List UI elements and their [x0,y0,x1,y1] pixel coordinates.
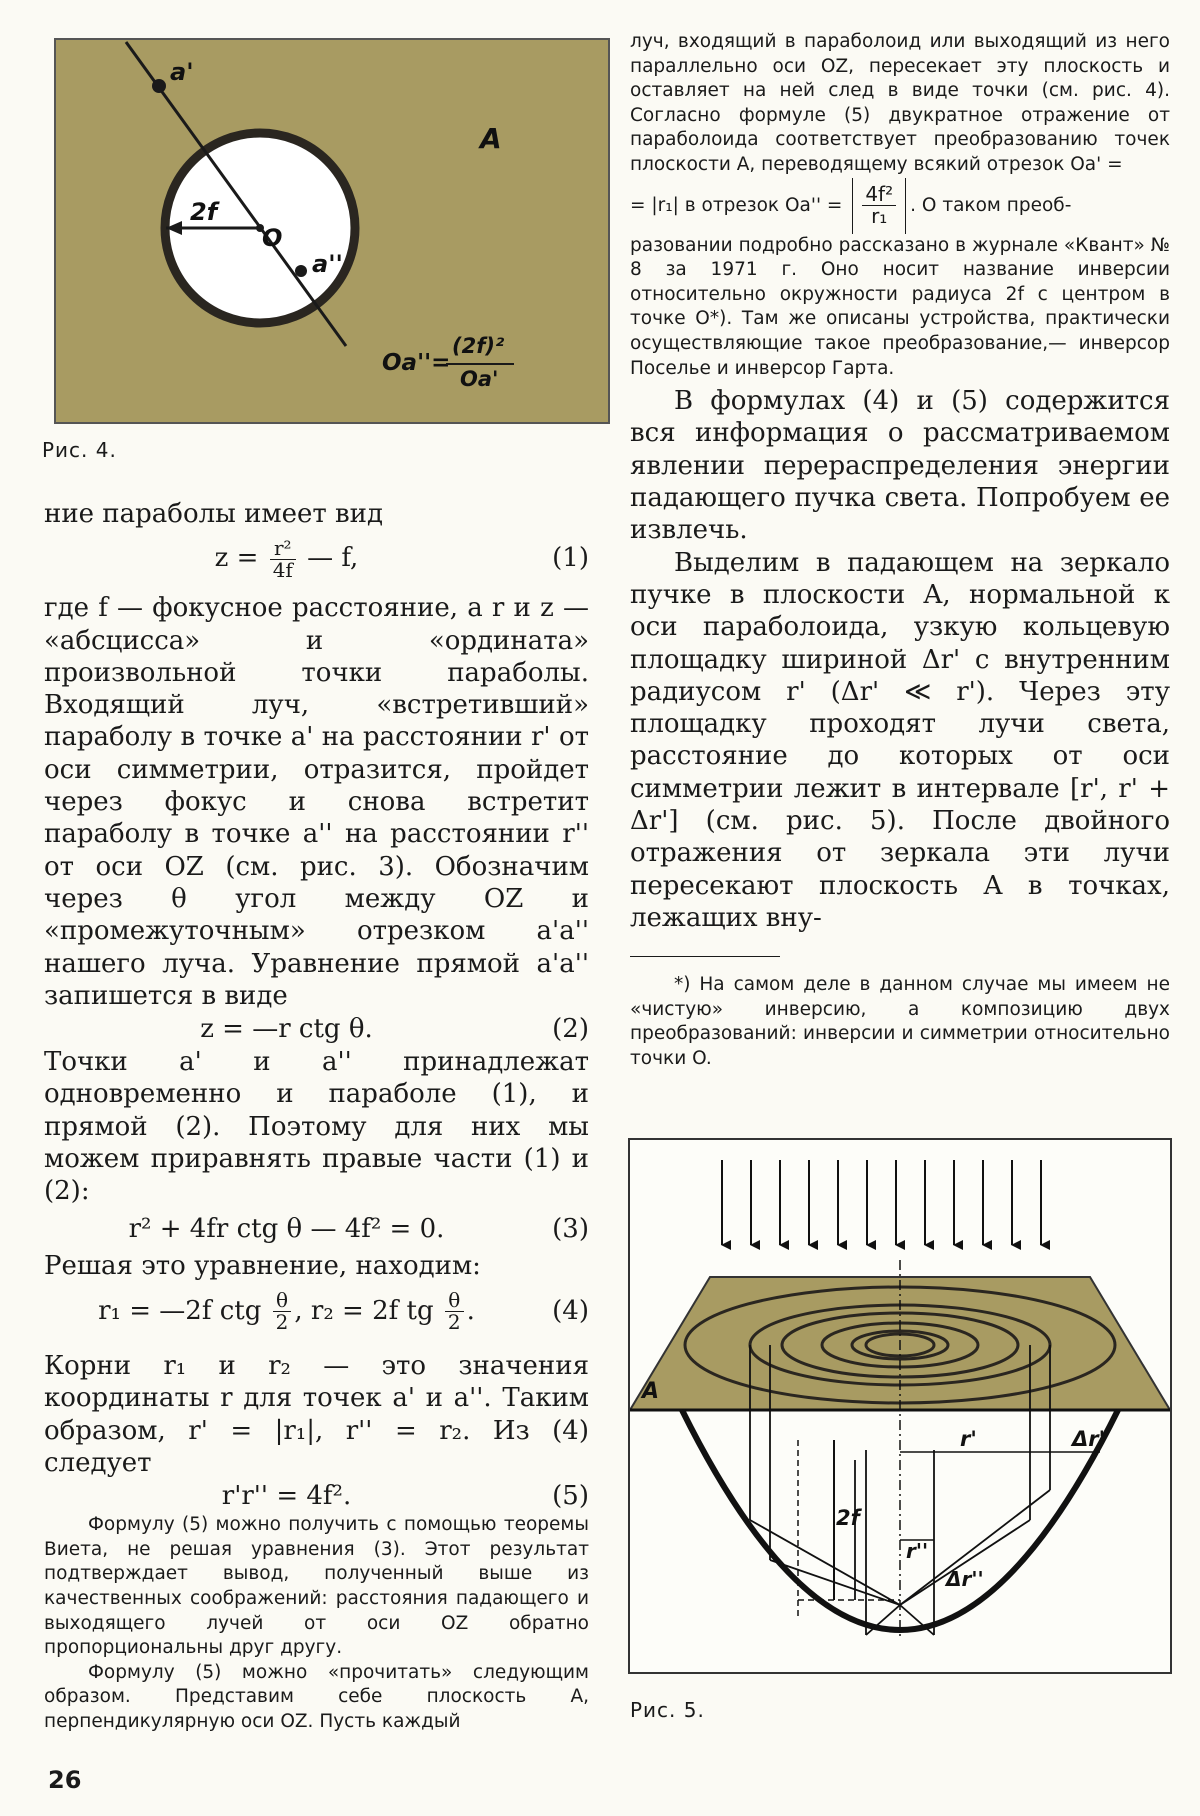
formula-4-part1: r₁ = —2f ctg [98,1295,262,1326]
formula-2 [44,1012,589,1046]
paragraph-2: Точки a' и a'' принадлежат одновременно и параболе (1), и прямой (2). Поэтому для них мы можем приравнять правые части (1) и (2): [44,1047,589,1207]
label-r-prime: r' [960,1427,977,1451]
formula-4-frac1-den: 2 [275,1310,289,1335]
formula-5-number: (5) [552,1481,589,1512]
paragraph-1: где f — фокусное расстояние, а r и z — «абсцисса» и «ордината» произвольной точки параболы. Входящий луч, «встретивший» параболу в точке a' на расстоянии r' от оси симметрии, отразится, пройдет через фокус и снова встретит параболу в точке a'' на расстоянии r'' от оси OZ (см. рис. 3). Обозначим через θ угол между OZ и «промежуточным» отрезком a'a'' нашего луча. Уравнение прямой a'a'' запишется в виде [44,593,589,1011]
formula-lhs: Oa''= [382,350,451,376]
figure-4 [54,38,610,424]
formula-1-den: 4f [272,557,293,582]
figure-5 [628,1138,1172,1674]
formula-4-fraction-1 [273,1290,292,1333]
formula-4-frac1-num: θ [273,1290,292,1312]
formula-4-frac2-num: θ [445,1290,464,1312]
formula-3-text: r² + 4fr ctg θ — 4f² = 0. [128,1213,445,1244]
figure-4-caption: Рис. 4. [42,438,117,462]
inline-formula [630,178,1170,234]
label-r-dprime: r'' [906,1539,929,1563]
label-o: O [262,224,283,252]
page-number: 26 [48,1766,82,1794]
label-dr-prime: Δr' [1072,1427,1106,1451]
formula-2-text: z = —r ctg θ. [200,1014,373,1045]
formula-4-number: (4) [552,1295,589,1326]
footnote: *) На самом деле в данном случае мы имеем не «чистую» инверсию, а композицию двух преобразований: инверсии и симметрии относительно точки O. [630,974,1170,1069]
paragraph-4: Корни r₁ и r₂ — это значения координаты r для точек a' и a''. Таким образом, r' = |r₁|, r'' = r₂. Из (4) следует [44,1350,589,1478]
paragraph-intro: ние параболы имеет вид [44,499,384,529]
formula-4-part2: , r₂ = 2f tg [294,1295,434,1326]
label-a-dprime: a'' [312,250,343,278]
inline-formula-num: 4f² [862,184,896,206]
label-2f: 2f [190,198,218,226]
formula-1-rhs: — f, [307,543,359,574]
figure-5-diagram [630,1140,1170,1672]
formula-denominator: Oa' [460,367,499,391]
formula-3 [44,1208,589,1250]
right-paragraph-3: Выделим в падающем на зеркало пучке в плоскости A, нормальной к оси параболоида, узкую кольцевую площадку шириной Δr' с внутренним радиусом r' (Δr' ≪ r'). Через эту площадку проходят лучи света, расстояние до которых от оси симметрии лежит в интервале [r', r' + Δr'] (см. рис. 5). После двойного отражения от зеркала эти лучи пересекают плоскость A в точках, лежащих вну- [630,547,1170,933]
formula-4: r₁ = —2f ctg $\frac{\theta}{2}$ , r₂ = 2f tg $\frac{\theta}{2}$ . (4) [44,1282,589,1340]
inline-formula-rhs: . О таком преоб- [910,194,1072,216]
formula-1-number: (1) [552,543,589,574]
formula-4-fraction-2 [445,1290,464,1333]
formula-1-fraction [270,535,296,582]
formula-2-number: (2) [552,1014,589,1045]
paragraph-6: Формулу (5) можно «прочитать» следующим образом. Представим себе плоскость A, перпендикулярную оси OZ. Пусть каждый [44,1661,589,1732]
point-a-dprime [295,265,307,277]
ray [750,1520,900,1605]
formula-4-frac2-den: 2 [447,1310,461,1335]
formula-1-num: r² [270,538,296,560]
paragraph-5: Формулу (5) можно получить с помощью теоремы Виета, не решая уравнения (3). Этот результат подтверждает вывод, полученный выше из качественных соображений: расстояния падающего и выходящего лучей от оси OZ обратно пропорциональны друг другу. [44,1514,589,1659]
incident-rays [722,1160,1041,1245]
formula-5 [44,1479,589,1513]
point-a-prime [152,79,166,93]
formula-1-lhs: z = [214,543,259,574]
inline-formula-den: r₁ [871,204,888,229]
figure-4-diagram [56,40,608,422]
footnote-rule [630,956,780,957]
paragraph-3: Решая это уравнение, находим: [44,1250,481,1281]
figure-5-caption: Рис. 5. [630,1698,705,1722]
label-dr-dprime: Δr'' [946,1567,984,1591]
label-plane-a: A [642,1379,660,1404]
right-paragraph-1: луч, входящий в параболоид или выходящий из него параллельно оси OZ, пересекает эту плоскость и оставляет на ней след в виде точки (см. рис. 4). Согласно формуле (5) двукратное отражение от параболоида соответствует преобразованию точек плоскости A, переводящему всякий отрезок Oa' = [630,31,1170,175]
right-column [630,30,1170,1072]
label-a-prime: a' [170,58,194,86]
formula-5-text: r'r'' = 4f². [221,1481,352,1512]
right-paragraph-2: В формулах (4) и (5) содержится вся информация о рассматриваемом явлении перераспределения энергии падающего пучка света. Попробуем ее извлечь. [630,386,1170,546]
label-plane-a: A [480,122,502,155]
label-2f: 2f [836,1506,860,1530]
inline-formula-fraction [862,184,896,227]
formula-1 [44,530,589,586]
right-paragraph-1-cont: разовании подробно рассказано в журнале «Квант» № 8 за 1971 г. Оно носит название инверсии относительно окружности радиуса 2f с центром в точке O*). Там же описаны устройства, практически осуществляющие такое преобразование,— инверсор Поселье и инверсор Гарта. [630,234,1170,379]
inline-formula-lhs: = |r₁| в отрезок Oa'' = [630,194,843,216]
formula-numerator: (2f)² [452,334,505,358]
left-column [44,498,589,1734]
formula-3-number: (3) [552,1213,589,1244]
inline-formula-abs [852,178,906,234]
